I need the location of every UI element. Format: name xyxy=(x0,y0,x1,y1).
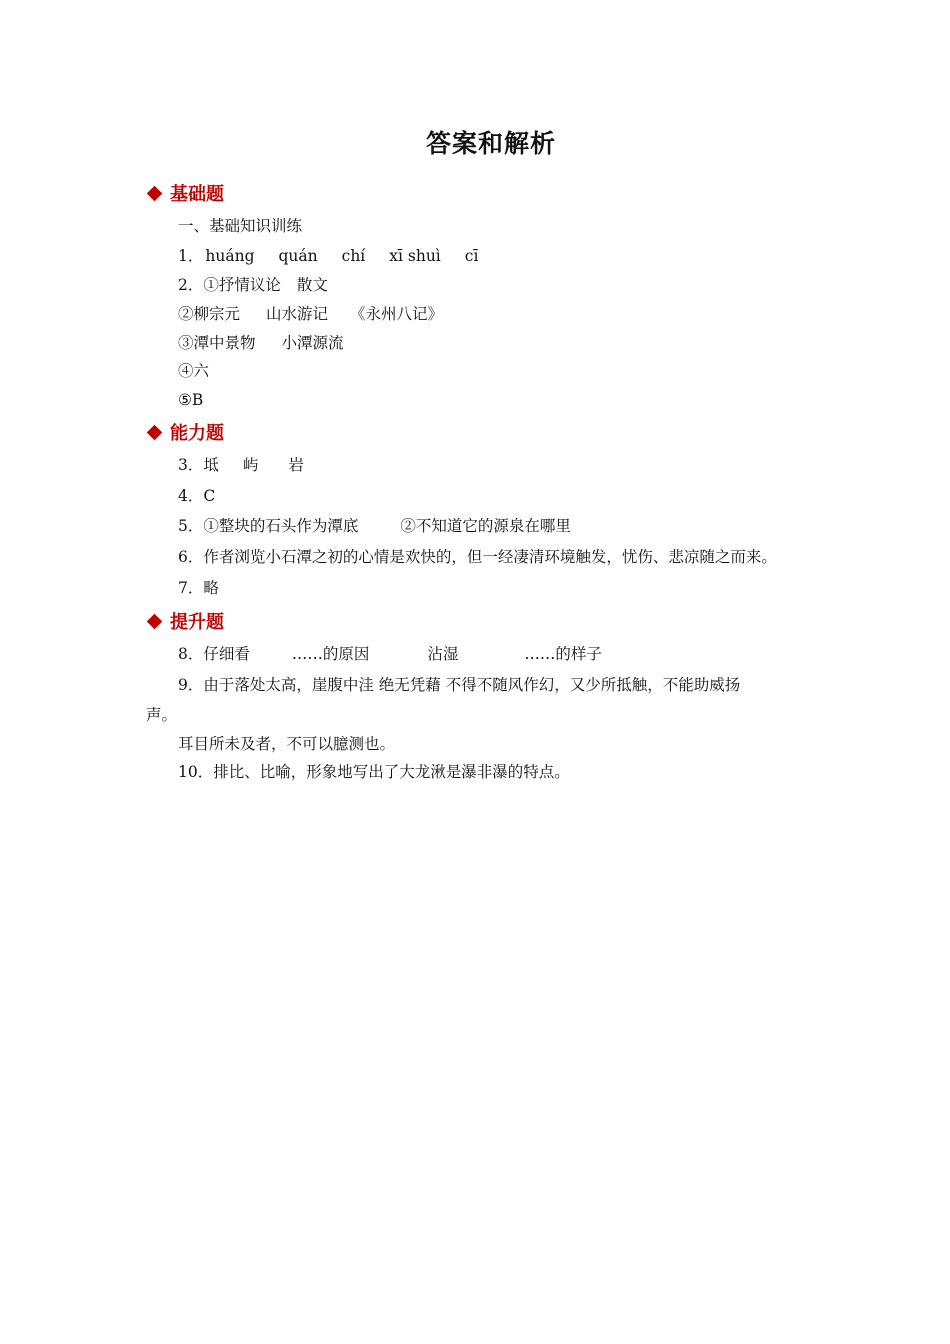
answer-part: 《永州八记》 xyxy=(350,305,444,323)
answer-part: ②柳宗元 xyxy=(178,305,241,323)
answer-part: ①抒情议论 xyxy=(203,276,281,294)
answer-part: ②不知道它的源泉在哪里 xyxy=(400,517,571,535)
diamond-bullet-icon xyxy=(147,613,163,629)
page-title: 答案和解析 xyxy=(425,129,556,158)
answer-q2-2 xyxy=(178,303,443,325)
question-number: 5． xyxy=(178,517,204,535)
answer-part: ③潭中景物 xyxy=(178,334,256,352)
answer-part: 沾湿 xyxy=(427,645,459,663)
section-label: 能力题 xyxy=(170,423,224,444)
pinyin-5: cī xyxy=(464,247,479,265)
answer-part: 岩 xyxy=(288,456,304,474)
answer-q9-line1: 9．由于落处太高，崖腹中洼 绝无凭藉 不得不随风作幻，又少所抵触，不能助威扬 xyxy=(178,676,741,694)
answer-q3 xyxy=(178,454,304,476)
answer-part: 屿 xyxy=(242,456,259,474)
answer-q7: 7．略 xyxy=(178,579,219,597)
answer-q9-line3: 耳目所未及者，不可以臆测也。 xyxy=(178,735,396,753)
pinyin-2: quán xyxy=(278,247,318,265)
answer-part: 小潭源流 xyxy=(281,334,344,352)
answer-q5 xyxy=(178,515,571,537)
answer-part: 散文 xyxy=(296,276,328,294)
section-label: 基础题 xyxy=(170,184,224,205)
answer-q2-4: ④六 xyxy=(178,362,210,380)
answer-q8 xyxy=(178,643,602,665)
diamond-bullet-icon xyxy=(147,424,163,440)
section-improve xyxy=(146,608,224,634)
answer-part: ……的原因 xyxy=(291,645,370,663)
answer-q2-5: ⑤B xyxy=(178,391,204,409)
answer-part: 仔细看 xyxy=(203,645,250,663)
diamond-bullet-icon xyxy=(147,185,163,201)
question-number: 1． xyxy=(178,247,204,265)
answer-part: ……的样子 xyxy=(524,645,602,663)
question-number: 2． xyxy=(178,276,204,294)
pinyin-4: xī shuì xyxy=(389,247,441,265)
answer-part: 坻 xyxy=(203,456,219,474)
answer-part: 山水游记 xyxy=(266,305,329,323)
question-number: 8． xyxy=(178,645,204,663)
section-basic xyxy=(146,180,224,206)
answer-q6: 6．作者浏览小石潭之初的心情是欢快的，但一经凄清环境触发，忧伤、悲凉随之而来。 xyxy=(178,548,777,566)
question-number: 3． xyxy=(178,456,204,474)
pinyin-3: chí xyxy=(341,247,366,265)
pinyin-1: huáng xyxy=(205,247,255,265)
answer-q2 xyxy=(178,274,328,296)
section-label: 提升题 xyxy=(170,612,224,633)
answer-q2-3 xyxy=(178,332,344,354)
answer-q10: 10．排比、比喻，形象地写出了大龙湫是瀑非瀑的特点。 xyxy=(178,763,570,781)
answer-q9-line2: 声。 xyxy=(146,706,178,724)
section-ability xyxy=(146,419,224,445)
answer-q1 xyxy=(178,245,478,267)
subhead: 一、基础知识训练 xyxy=(178,217,303,235)
answer-part: ①整块的石头作为潭底 xyxy=(203,517,359,535)
answer-q4: 4．C xyxy=(178,487,216,505)
